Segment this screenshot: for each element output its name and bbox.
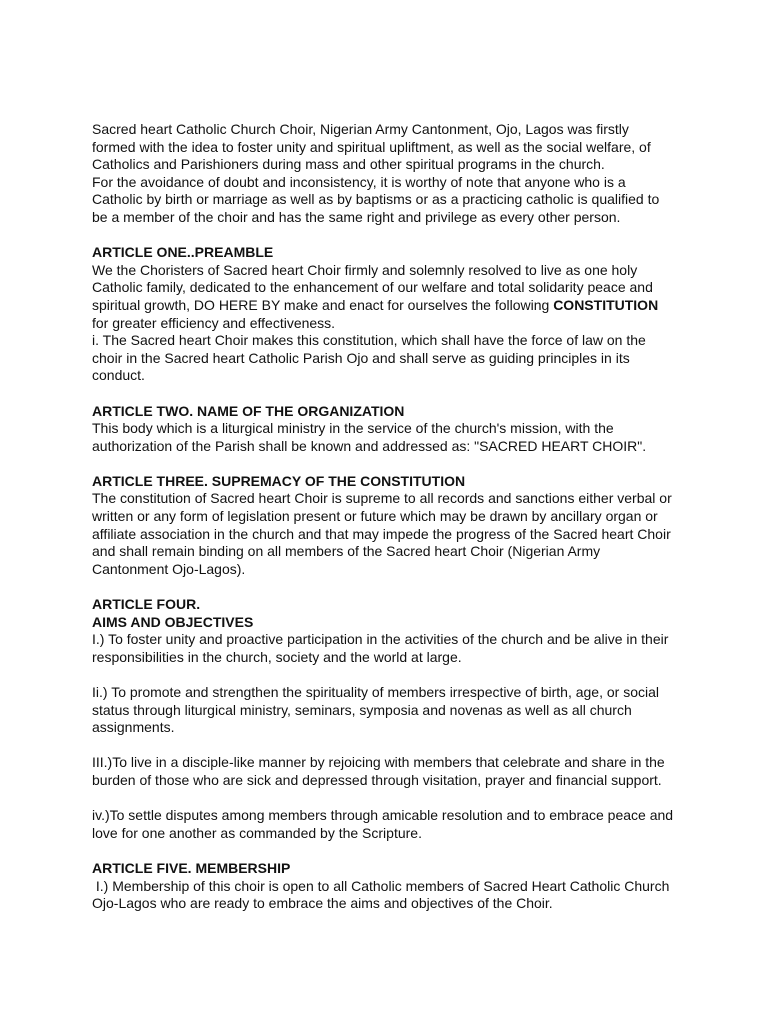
intro-paragraph: Sacred heart Catholic Church Choir, Nigerian Army Cantonment, Ojo, Lagos was firstly formed with the idea to foster unity and spiritual upliftment, as well as the social welfare, of Catholics and Parishioners during mass and other spiritual programs in the church. — [92, 121, 651, 173]
article-one-body-tail: for greater efficiency and effectiveness. — [92, 314, 336, 331]
constitution-keyword: CONSTITUTION — [553, 296, 659, 313]
spacer — [92, 385, 676, 403]
article-four-heading: ARTICLE FOUR. — [92, 596, 201, 613]
aims-item-4: iv.)To settle disputes among members through amicable resolution and to embrace peace and love for one another as commanded by the Scripture. — [92, 807, 674, 841]
article-one-body-text: We the Choristers of Sacred heart Choir firmly and solemnly resolved to live as one holy Catholic family, dedicated to the enhancement of our welfare and total solidarity peace and spiritual growth, DO HERE BY make and enact for ourselves the following — [92, 261, 653, 313]
article-two-heading: ARTICLE TWO. NAME OF THE ORGANIZATION — [92, 402, 405, 419]
aims-item-2: Ii.) To promote and strengthen the spirituality of members irrespective of birth, age, or social status through liturgical ministry, seminars, symposia and novenas as well as all church assignments. — [92, 684, 660, 736]
spacer — [92, 842, 676, 860]
article-five-clause-1: I.) Membership of this choir is open to all Catholic members of Sacred Heart Catholic Church Ojo-Lagos who are ready to embrace the aims and objectives of the Choir. — [92, 877, 674, 912]
spacer — [92, 737, 676, 755]
article-one-clause-i: i. The Sacred heart Choir makes this constitution, which shall have the force of law on the choir in the Sacred heart Catholic Parish Ojo and shall serve as guiding principles in its conduct. — [92, 332, 646, 384]
article-four-subheading: AIMS AND OBJECTIVES — [92, 613, 254, 630]
document-page — [92, 121, 676, 913]
article-two-body: This body which is a liturgical ministry in the service of the church's mission, with the authorization of the Parish shall be known and addressed as: "SACRED HEART CHOIR". — [92, 420, 647, 454]
article-three-heading: ARTICLE THREE. SUPREMACY OF THE CONSTITUTION — [92, 472, 466, 489]
article-three-body: The constitution of Sacred heart Choir is supreme to all records and sanctions either verbal or written or any form of legislation present or future which may be drawn by ancillary organ or affiliate association in the church and that may impede the progress of the Sacred heart Choir and shall remain binding on all members of the Sacred heart Choir (Nigerian Army Cantonment Ojo-Lagos). — [92, 490, 672, 577]
intro-eligibility-paragraph: For the avoidance of doubt and inconsistency, it is worthy of note that anyone who is a Catholic by birth or marriage as well as by baptisms or as a practicing catholic is qualified to be a member of the choir and has the same right and privilege as every other person. — [92, 173, 660, 225]
spacer — [92, 455, 676, 473]
spacer — [92, 790, 676, 808]
spacer — [92, 666, 676, 684]
aims-item-3: III.)To live in a disciple-like manner by rejoicing with members that celebrate and share in the burden of those who are sick and depressed through visitation, prayer and financial support. — [92, 754, 665, 788]
article-five-heading: ARTICLE FIVE. MEMBERSHIP — [92, 859, 291, 876]
article-one-heading: ARTICLE ONE..PREAMBLE — [92, 244, 274, 261]
aims-item-1: I.) To foster unity and proactive participation in the activities of the church and be alive in their responsibilities in the church, society and the world at large. — [92, 631, 669, 665]
article-one-body — [92, 262, 676, 332]
spacer — [92, 227, 676, 245]
spacer — [92, 578, 676, 596]
